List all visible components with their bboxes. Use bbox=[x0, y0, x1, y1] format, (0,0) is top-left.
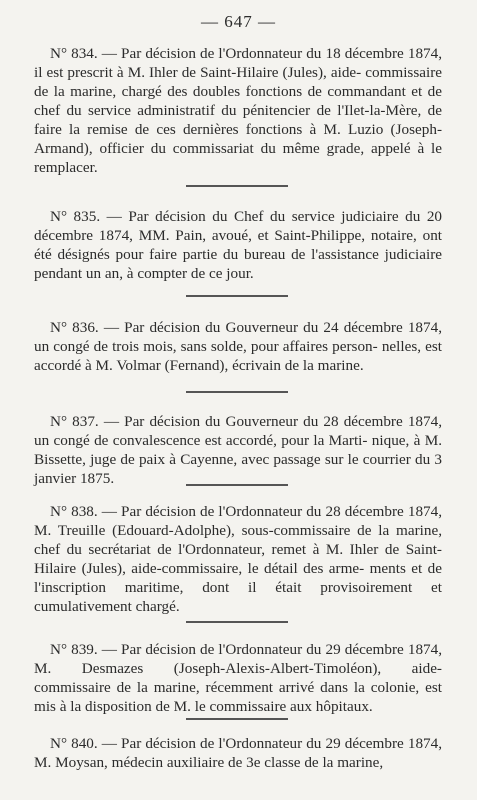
separator-rule bbox=[186, 391, 288, 393]
text-line: marine. bbox=[317, 357, 364, 374]
entry-text bbox=[34, 640, 442, 716]
text-line: N° 834. — Par décision de l'Ordonnateur du 18 décembre bbox=[50, 45, 404, 62]
text-line: 1874, M. Treuille (Edouard-Adolphe), sous-commissaire de la bbox=[34, 503, 443, 539]
separator-rule bbox=[186, 295, 288, 297]
text-line: ont été désignés pour faire partie du bureau de l'assistance bbox=[34, 227, 443, 263]
text-line: et cumulativement chargé. bbox=[34, 579, 442, 615]
text-line: N° 836. — Par décision du Gouverneur du 24 décembre bbox=[50, 319, 403, 336]
text-line: N° 837. — Par décision du Gouverneur du 28 décembre bbox=[50, 413, 403, 430]
text-line: 1874, un congé de convalescence est accordé, pour la Marti- bbox=[34, 413, 442, 449]
text-line: 1874, M. Desmazes (Joseph-Alexis-Albert-Timoléon), aide- bbox=[34, 641, 443, 677]
entry-text bbox=[34, 44, 442, 177]
entry-text bbox=[34, 734, 442, 772]
page-number: — 647 — bbox=[201, 12, 276, 31]
separator-rule bbox=[186, 718, 288, 720]
entry-836 bbox=[34, 318, 442, 375]
entry-834 bbox=[34, 44, 442, 177]
text-line: marine, chef du secrétariat de l'Ordonnateur, remet à M. Ihler bbox=[34, 522, 442, 558]
text-line: de Saint-Hilaire (Jules), aide-commissaire, le détail des arme- bbox=[34, 541, 442, 577]
entry-text bbox=[34, 412, 442, 488]
text-line: commissaire de la marine, chargé des doubles fonctions de bbox=[34, 64, 443, 100]
text-line: grade, appelé à le remplacer. bbox=[34, 140, 443, 176]
text-line: nique, à M. Bissette, juge de paix à Cayenne, avec passage sur bbox=[34, 432, 443, 468]
separator-rule bbox=[186, 621, 288, 623]
text-line: N° 839. — Par décision de l'Ordonnateur du 29 décembre bbox=[50, 641, 404, 658]
text-line: ments et de l'inscription maritime, dont il était provisoirement bbox=[34, 560, 443, 596]
entry-text bbox=[34, 207, 442, 283]
text-line: 1874, un congé de trois mois, sans solde, pour affaires person- bbox=[34, 319, 442, 355]
text-line: 1874, il est prescrit à M. Ihler de Saint-Hilaire (Jules), aide- bbox=[34, 45, 443, 81]
text-line: le courrier du 3 janvier 1875. bbox=[34, 451, 442, 487]
entry-835 bbox=[34, 207, 442, 283]
entry-837 bbox=[34, 412, 442, 488]
separator-rule bbox=[186, 484, 288, 486]
entry-text bbox=[34, 318, 442, 375]
text-line: N° 835. — Par décision du Chef du service judiciaire du bbox=[50, 208, 421, 225]
text-line: 20 décembre 1874, MM. Pain, avoué, et Saint-Philippe, notaire, bbox=[34, 208, 443, 244]
text-line: M. Luzio (Joseph-Armand), officier du commissariat du même bbox=[34, 121, 443, 157]
text-line: nelles, est accordé à M. Volmar (Fernand), écrivain de la bbox=[34, 338, 443, 374]
text-line: N° 838. — Par décision de l'Ordonnateur du 28 décembre bbox=[50, 503, 404, 520]
separator-rule bbox=[186, 185, 288, 187]
entry-838 bbox=[34, 502, 442, 616]
text-line: judiciaire pendant un an, à compter de ce jour. bbox=[34, 246, 442, 282]
text-line: est mis à la disposition de M. le commissaire aux hôpitaux. bbox=[34, 679, 442, 715]
text-line: commissaire de la marine, récemment arrivé dans la colonie, bbox=[34, 679, 420, 696]
text-line: commandant et de chef du service administratif du pénitencier bbox=[34, 83, 442, 119]
text-line: de l'Ilet-la-Mère, de faire la remise de ces dernières fonctions à bbox=[34, 102, 442, 138]
entry-text bbox=[34, 502, 442, 616]
text-line: 1874, M. Moysan, médecin auxiliaire de 3e classe de la marine, bbox=[34, 735, 443, 771]
entry-840 bbox=[34, 734, 442, 772]
entry-839 bbox=[34, 640, 442, 716]
text-line: N° 840. — Par décision de l'Ordonnateur du 29 décembre bbox=[50, 735, 404, 752]
